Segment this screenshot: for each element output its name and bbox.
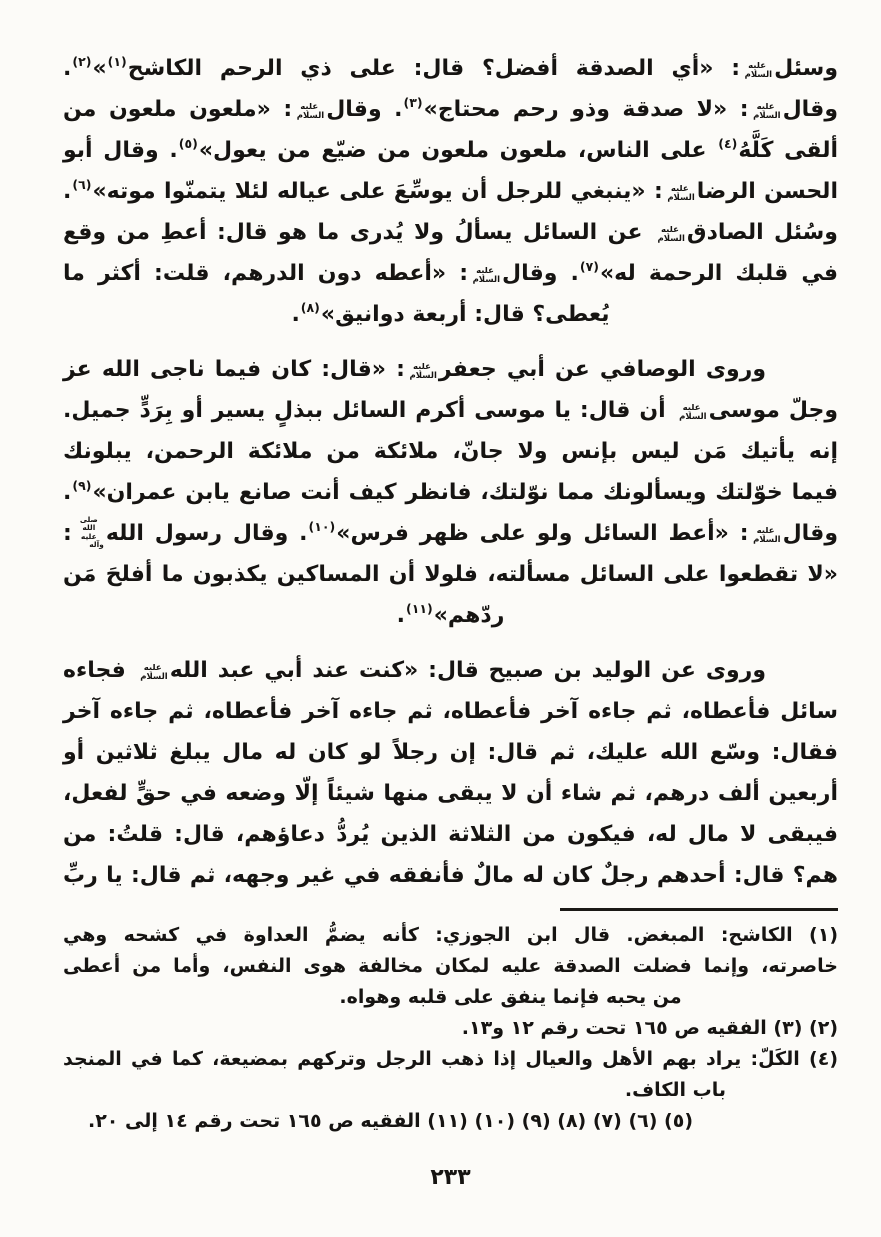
text-line: الحسن الرضاعليه السلام: «ينبغي للرجل أن يوسِّعَ على عياله لئلا يتمنّوا موته»(٦). [63,177,838,204]
honorific-as-stamp: عليه السلام [472,266,501,286]
text-line: «لا تقطعوا على السائل مسألته، فلولا أن المساكين يكذبون ما أفلحَ مَن [63,562,838,587]
page-number: ٢٣٣ [430,1165,471,1190]
text-line: هم؟ قال: أحدهم رجلٌ كان له مالٌ فأنفقه في غير وجهه، ثم قال: يا ربِّ [63,863,838,888]
text-line: وسئلعليه السلام: «أي الصدقة أفضل؟ قال: على ذي الرحم الكاشح(١)»(٢). [63,54,838,81]
text-line: وروى عن الوليد بن صبيح قال: «كنت عند أبي عبد اللهعليه السلام فجاءه [63,658,767,683]
footnotes-separator [560,908,838,911]
text-line: خاصرته، وإنما فضلت الصدقة عليه لمكان مخالفة هوى النفس، وأما من أعطى [63,955,838,977]
text-line: إنه يأتيك مَن ليس بإنس ولا جانّ، ملائكة من ملائكة الرحمن، يبلونك [63,439,838,464]
text-line: فيبقى لا مال له، فيكون من الثلاثة الذين يُردُّ دعاؤهم، قال: قلتُ: من [63,822,838,847]
text-line: (٢) (٣) الفقيه ص ١٦٥ تحت رقم ١٢ و١٣. [461,1017,838,1039]
honorific-as-stamp: عليه السلام [753,102,781,122]
honorific-as-stamp: عليه السلام [140,663,168,683]
text-line: (١) الكاشح: المبغض. قال ابن الجوزي: كأنه يضمُّ العداوة في كشحه وهي [63,924,838,946]
text-line: ألقى كَلَّهُ(٤) على الناس، ملعون ملعون من ضيّع من يعول»(٥). وقال أبو [63,136,839,163]
footnotes [63,920,838,1137]
honorific-as-stamp: عليه السلام [409,362,437,382]
body-text [63,48,838,896]
text-line: سائل فأعطاه، ثم جاءه آخر فأعطاه، ثم جاءه آخر فأعطاه، ثم جاءه آخر [63,699,838,724]
footnote-item [63,1044,838,1106]
text-line: وقالعليه السلام: «لا صدقة وذو رحم محتاج»(٣). وقالعليه السلام: «ملعون ملعون من [63,95,838,122]
text-line: في قلبك الرحمة له»(٧). وقالعليه السلام: «أعطه دون الدرهم، قلت: أكثر ما [63,259,838,286]
text-line: فيما خوّلتك ويسألونك مما نوّلتك، فانظر كيف أنت صانع يابن عمران»(٩). [63,478,838,505]
text-line: (٥) (٦) (٧) (٨) (٩) (١٠) (١١) الفقيه ص ١٦٥ تحت رقم ١٤ إلى ٢٠. [87,1110,694,1132]
honorific-as-stamp: عليه السلام [744,61,773,81]
text-line: ردّهم»(١١). [396,601,505,628]
text-line: وجلّ موسىعليه السلام أن قال: يا موسى أكرم السائل ببذلٍ يسير أو بِرَدٍّ جميل. [63,398,838,423]
text-line: باب الكاف. [624,1079,726,1101]
text-line: من يحبه فإنما ينفق على قلبه وهواه. [339,986,682,1008]
text-line: وقالعليه السلام: «أعط السائل ولو على ظهر فرس»(١٠). وقال رسول اللهصلى الله عليه وآله: [63,516,838,549]
footnote-item [63,1013,838,1044]
text-line: وسُئل الصادقعليه السلام عن السائل يسألُ ولا يُدرى ما هو قال: أعطِ من وقع [63,220,838,245]
honorific-as-stamp: عليه السلام [667,184,695,204]
paragraph [63,349,838,636]
honorific-saw-stamp: صلى الله عليه وآله [79,516,104,549]
honorific-as-stamp: عليه السلام [296,102,325,122]
text-line: أربعين ألف درهم، ثم شاء أن لا يبقى منها شيئاً إلّا وضعه في حقٍّ لفعل، [63,781,838,806]
paragraph [63,650,838,896]
honorific-as-stamp: عليه السلام [679,403,707,423]
text-line: يُعطى؟ قال: أربعة دوانيق»(٨). [291,300,610,327]
footnote-item [63,920,838,1013]
text-line: وروى الوصافي عن أبي جعفرعليه السلام: «قال: كان فيما ناجى الله عز [63,357,766,382]
paragraph [63,48,838,335]
text-line: فقال: وسّع الله عليك، ثم قال: إن رجلاً لو كان له مال يبلغ ثلاثين أو [63,740,838,765]
honorific-as-stamp: عليه السلام [657,225,685,245]
footnote-item [63,1106,838,1137]
honorific-as-stamp: عليه السلام [753,526,781,546]
text-line: (٤) الكَلّ: يراد بهم الأهل والعيال إذا ذهب الرجل وتركهم بمضيعة، كما في المنجد [63,1048,838,1070]
